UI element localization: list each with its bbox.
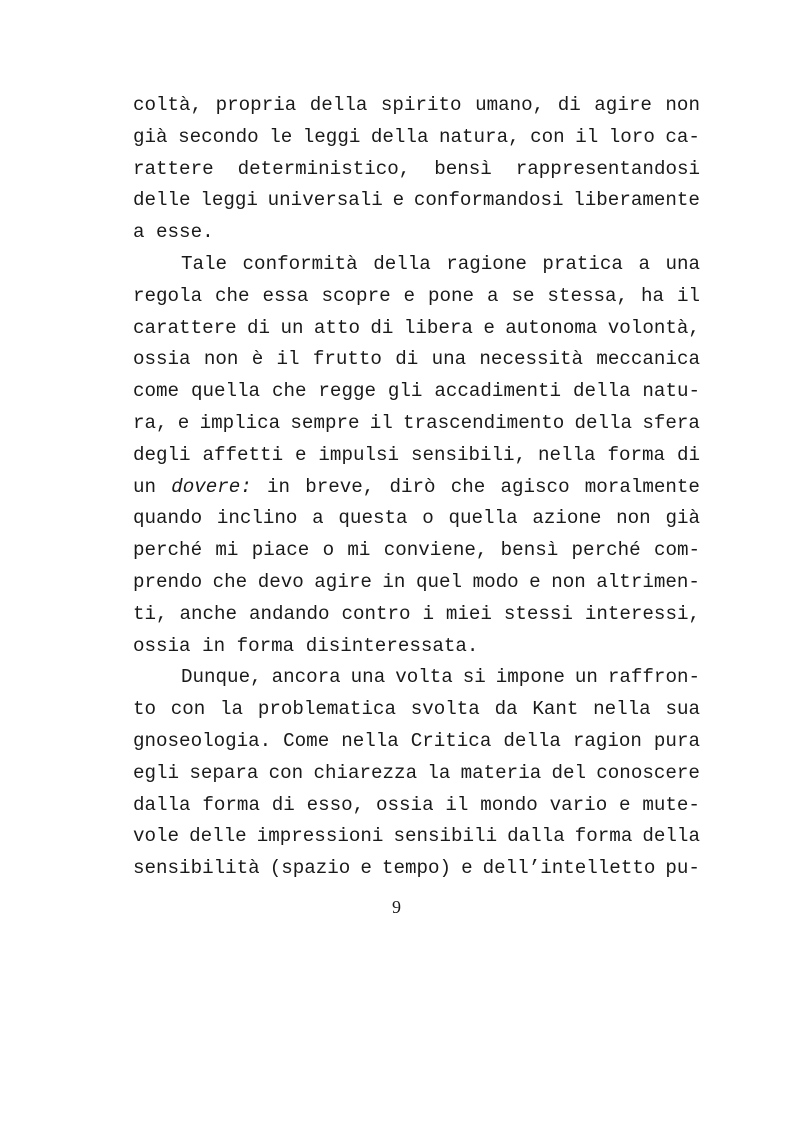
text-line: coltà, propria della spirito umano, di agire non [133,94,700,116]
body-text [133,90,700,885]
text-line: rattere deterministico, bensì rappresentandosi [133,157,700,180]
page-number: 9 [392,897,401,917]
text-line: prendo che devo agire in quel modo e non altrimen- [133,570,700,593]
text-line: ti, anche andando contro i miei stessi interessi, [133,602,700,625]
text-line: delle leggi universali e conformandosi liberamente [133,189,700,212]
text-line: come quella che regge gli accadimenti della natu- [133,380,700,403]
text-line: ossia non è il frutto di una necessità meccanica [133,348,700,371]
text-line: vole delle impressioni sensibili dalla forma della [133,825,700,848]
text-line: gnoseologia. Come nella Critica della ragion pura [133,729,700,752]
text-line: un dovere: in breve, dirò che agisco moralmente [133,472,700,504]
text-line: carattere di un atto di libera e autonoma volontà, [133,316,700,339]
text-line: perché mi piace o mi conviene, bensì perché com- [133,539,700,562]
text-line: ossia in forma disinteressata. [133,634,479,657]
text-line: egli separa con chiarezza la materia del conoscere [133,761,700,784]
text-line: degli affetti e impulsi sensibili, nella forma di [133,443,700,466]
text-line: to con la problematica svolta da Kant nella sua [133,698,700,721]
text-line: dalla forma di esso, ossia il mondo vario e mute- [133,793,700,816]
text-line: già secondo le leggi della natura, con il loro ca- [133,125,700,148]
text-line: a esse. [133,221,214,244]
text-line: ra, e implica sempre il trascendimento della sfera [133,411,700,434]
text-line: regola che essa scopre e pone a se stessa, ha il [133,284,700,307]
emphasized-word: dovere: [171,475,252,498]
text-line: quando inclino a questa o quella azione non già [133,507,700,530]
text-line: Dunque, ancora una volta si impone un raffron- [181,666,700,689]
text-line: sensibilità (spazio e tempo) e dell’intelletto pu- [133,857,700,880]
text-line: Tale conformità della ragione pratica a una [181,252,700,275]
